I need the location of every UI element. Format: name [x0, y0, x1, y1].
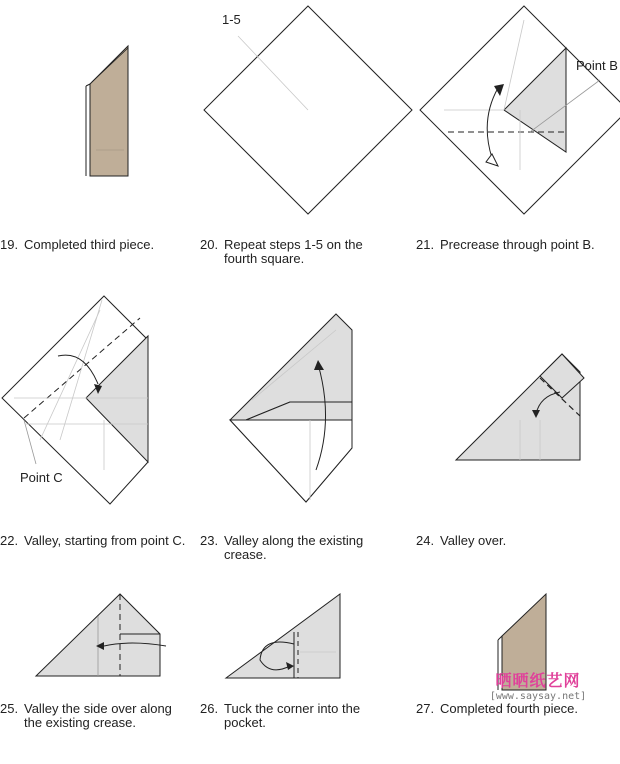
step-25-figure	[36, 594, 166, 676]
label-point-b: Point B	[576, 58, 618, 73]
caption-step-19	[0, 238, 200, 252]
step-text: Completed third piece.	[24, 237, 155, 252]
watermark-url: [www.saysay.net]	[489, 691, 587, 702]
step-21-figure	[420, 6, 620, 214]
watermark	[486, 668, 590, 702]
caption-step-27	[416, 702, 616, 716]
step-text: Precrease through point B.	[440, 237, 595, 252]
step-19-figure	[86, 46, 128, 176]
caption-step-21	[416, 238, 616, 252]
caption-step-25	[0, 702, 200, 730]
step-number: 23.	[200, 533, 219, 548]
step-text: Tuck the corner into the pocket.	[224, 701, 361, 730]
caption-step-26	[200, 702, 400, 730]
step-text: Valley over.	[440, 533, 507, 548]
step-23-figure	[230, 314, 352, 502]
caption-step-24	[416, 534, 616, 548]
step-number: 27.	[416, 701, 435, 716]
caption-step-20	[200, 238, 400, 266]
step-20-figure	[204, 6, 412, 214]
caption-step-22	[0, 534, 200, 548]
step-text: Repeat steps 1-5 on the fourth square.	[224, 237, 363, 266]
step-24-figure	[456, 354, 584, 460]
step-text: Valley, starting from point C.	[24, 533, 186, 548]
step-text: Valley the side over along the existing crease.	[24, 701, 172, 730]
step-26-figure	[226, 594, 340, 678]
label-point-c: Point C	[20, 470, 63, 485]
caption-step-23	[200, 534, 400, 562]
step-text: Valley along the existing crease.	[224, 533, 364, 562]
label-steps-ref: 1-5	[222, 12, 241, 27]
step-number: 25.	[0, 701, 19, 716]
watermark-title: 晒晒纸艺网	[495, 671, 581, 690]
step-number: 21.	[416, 237, 435, 252]
step-number: 22.	[0, 533, 19, 548]
step-number: 24.	[416, 533, 435, 548]
step-number: 20.	[200, 237, 219, 252]
step-text: Completed fourth piece.	[440, 701, 579, 716]
step-number: 19.	[0, 237, 19, 252]
step-number: 26.	[200, 701, 219, 716]
